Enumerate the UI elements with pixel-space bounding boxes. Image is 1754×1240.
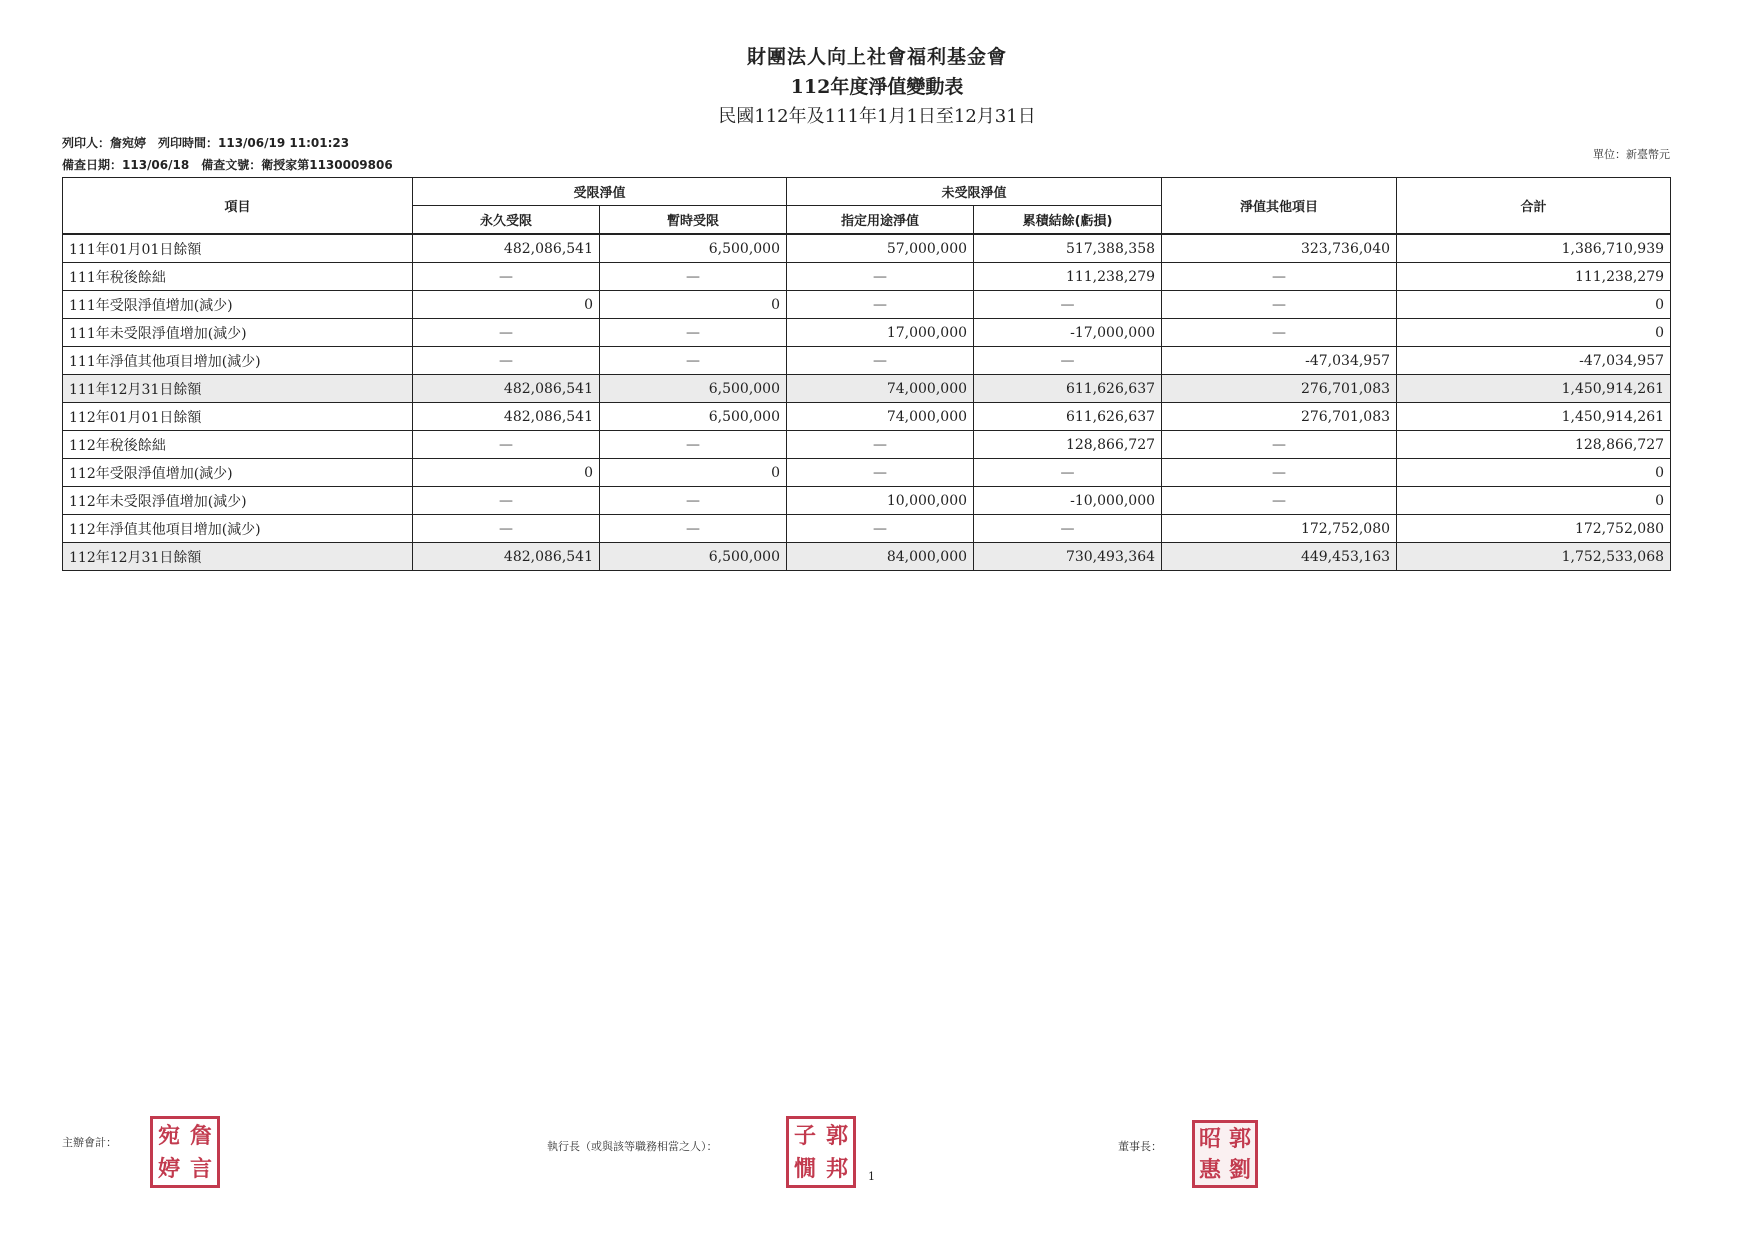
cell-total: 111,238,279 xyxy=(1397,263,1671,291)
cell-other: — xyxy=(1162,319,1397,347)
cell-designated: 17,000,000 xyxy=(787,319,974,347)
cell-designated: — xyxy=(787,431,974,459)
table-row xyxy=(63,543,1671,571)
table-row xyxy=(63,375,1671,403)
cell-temporary: — xyxy=(600,431,787,459)
table-row xyxy=(63,403,1671,431)
cell-other: -47,034,957 xyxy=(1162,347,1397,375)
header-permanent: 永久受限 xyxy=(413,206,600,235)
cell-other: 449,453,163 xyxy=(1162,543,1397,571)
cell-temporary: 0 xyxy=(600,459,787,487)
printer-info: 列印人：詹宛婷 列印時間：113/06/19 11:01:23 xyxy=(62,136,350,150)
cell-total: 1,450,914,261 xyxy=(1397,403,1671,431)
row-label: 112年12月31日餘額 xyxy=(63,543,413,571)
cell-retained: 128,866,727 xyxy=(974,431,1162,459)
table-row xyxy=(63,431,1671,459)
header-total: 合計 xyxy=(1397,178,1671,235)
row-label: 111年01月01日餘額 xyxy=(63,234,413,263)
org-name: 財團法人向上社會福利基金會 xyxy=(746,46,1007,68)
table-row xyxy=(63,459,1671,487)
cell-temporary: 6,500,000 xyxy=(600,543,787,571)
cell-temporary: 6,500,000 xyxy=(600,403,787,431)
filing-info: 備查日期：113/06/18 備查文號：衛授家第1130009806 xyxy=(62,158,393,172)
header-designated: 指定用途淨值 xyxy=(787,206,974,235)
cell-other: — xyxy=(1162,487,1397,515)
cell-total: 0 xyxy=(1397,459,1671,487)
row-label: 111年未受限淨值增加(減少) xyxy=(63,319,413,347)
seal-char: 憪 xyxy=(793,1155,816,1182)
page-number: 1 xyxy=(868,1170,875,1183)
seal-char: 言 xyxy=(189,1155,212,1182)
seal-char: 昭 xyxy=(1198,1125,1221,1152)
seal-char: 郭 xyxy=(1228,1125,1251,1152)
row-label: 112年稅後餘絀 xyxy=(63,431,413,459)
cell-total: 0 xyxy=(1397,319,1671,347)
cell-other: — xyxy=(1162,263,1397,291)
cell-permanent: 482,086,541 xyxy=(413,403,600,431)
cell-retained: -10,000,000 xyxy=(974,487,1162,515)
cell-temporary: — xyxy=(600,347,787,375)
cell-permanent: — xyxy=(413,431,600,459)
header-retained: 累積結餘(虧損) xyxy=(974,206,1162,235)
cell-temporary: 6,500,000 xyxy=(600,234,787,263)
row-label: 111年12月31日餘額 xyxy=(63,375,413,403)
seal-char: 劉 xyxy=(1228,1156,1251,1183)
cell-total: 0 xyxy=(1397,291,1671,319)
cell-designated: — xyxy=(787,459,974,487)
cell-total: 128,866,727 xyxy=(1397,431,1671,459)
table-row xyxy=(63,347,1671,375)
header-item: 項目 xyxy=(63,178,413,235)
cell-permanent: 0 xyxy=(413,291,600,319)
cell-permanent: 482,086,541 xyxy=(413,375,600,403)
row-label: 112年01月01日餘額 xyxy=(63,403,413,431)
cell-permanent: 0 xyxy=(413,459,600,487)
seal-char: 郭 xyxy=(825,1122,848,1149)
header-restricted: 受限淨值 xyxy=(413,178,787,206)
cell-designated: — xyxy=(787,263,974,291)
cell-permanent: — xyxy=(413,263,600,291)
cell-retained: 611,626,637 xyxy=(974,403,1162,431)
cell-retained: 111,238,279 xyxy=(974,263,1162,291)
cell-other: 172,752,080 xyxy=(1162,515,1397,543)
cell-other: — xyxy=(1162,459,1397,487)
cell-temporary: — xyxy=(600,487,787,515)
cell-retained: 730,493,364 xyxy=(974,543,1162,571)
seal-char: 婷 xyxy=(157,1155,180,1182)
cell-retained: — xyxy=(974,459,1162,487)
currency-unit: 單位：新臺幣元 xyxy=(1593,148,1670,161)
cell-temporary: 6,500,000 xyxy=(600,375,787,403)
cell-designated: 10,000,000 xyxy=(787,487,974,515)
cell-other: — xyxy=(1162,291,1397,319)
cell-total: 1,752,533,068 xyxy=(1397,543,1671,571)
cell-temporary: 0 xyxy=(600,291,787,319)
accountant-label: 主辦會計： xyxy=(62,1136,117,1149)
cell-designated: 84,000,000 xyxy=(787,543,974,571)
ceo-label: 執行長（或與該等職務相當之人）： xyxy=(547,1140,718,1153)
seal-char: 惠 xyxy=(1198,1156,1221,1183)
cell-retained: 517,388,358 xyxy=(974,234,1162,263)
report-period: 民國112年及111年1月1日至12月31日 xyxy=(718,106,1036,127)
table-row xyxy=(63,487,1671,515)
cell-retained: — xyxy=(974,291,1162,319)
report-title: 112年度淨值變動表 xyxy=(790,76,964,98)
cell-total: 172,752,080 xyxy=(1397,515,1671,543)
cell-other: 323,736,040 xyxy=(1162,234,1397,263)
accountant-seal xyxy=(150,1116,220,1188)
cell-designated: 57,000,000 xyxy=(787,234,974,263)
cell-total: -47,034,957 xyxy=(1397,347,1671,375)
cell-total: 0 xyxy=(1397,487,1671,515)
cell-retained: — xyxy=(974,347,1162,375)
cell-temporary: — xyxy=(600,319,787,347)
table-row xyxy=(63,234,1671,263)
row-label: 111年淨值其他項目增加(減少) xyxy=(63,347,413,375)
chair-seal xyxy=(1192,1120,1258,1188)
cell-permanent: — xyxy=(413,319,600,347)
cell-other: 276,701,083 xyxy=(1162,403,1397,431)
header-other: 淨值其他項目 xyxy=(1162,178,1397,235)
row-label: 112年淨值其他項目增加(減少) xyxy=(63,515,413,543)
cell-temporary: — xyxy=(600,515,787,543)
seal-char: 詹 xyxy=(189,1122,212,1149)
cell-designated: — xyxy=(787,515,974,543)
cell-temporary: — xyxy=(600,263,787,291)
cell-permanent: — xyxy=(413,347,600,375)
cell-other: 276,701,083 xyxy=(1162,375,1397,403)
table-row xyxy=(63,291,1671,319)
cell-retained: -17,000,000 xyxy=(974,319,1162,347)
cell-other: — xyxy=(1162,431,1397,459)
header-temporary: 暫時受限 xyxy=(600,206,787,235)
cell-retained: 611,626,637 xyxy=(974,375,1162,403)
table-row xyxy=(63,515,1671,543)
cell-retained: — xyxy=(974,515,1162,543)
row-label: 112年未受限淨值增加(減少) xyxy=(63,487,413,515)
cell-designated: — xyxy=(787,347,974,375)
chair-label: 董事長： xyxy=(1118,1140,1162,1153)
row-label: 111年稅後餘絀 xyxy=(63,263,413,291)
cell-designated: 74,000,000 xyxy=(787,375,974,403)
cell-total: 1,386,710,939 xyxy=(1397,234,1671,263)
cell-permanent: 482,086,541 xyxy=(413,234,600,263)
net-value-change-table xyxy=(62,177,1671,571)
table-row xyxy=(63,263,1671,291)
table-row xyxy=(63,319,1671,347)
ceo-seal xyxy=(786,1116,856,1188)
header-unrestricted: 未受限淨值 xyxy=(787,178,1162,206)
cell-total: 1,450,914,261 xyxy=(1397,375,1671,403)
cell-permanent: — xyxy=(413,487,600,515)
seal-char: 子 xyxy=(793,1122,816,1149)
seal-char: 邦 xyxy=(825,1155,848,1182)
cell-permanent: 482,086,541 xyxy=(413,543,600,571)
row-label: 112年受限淨值增加(減少) xyxy=(63,459,413,487)
cell-designated: — xyxy=(787,291,974,319)
seal-char: 宛 xyxy=(157,1122,180,1149)
row-label: 111年受限淨值增加(減少) xyxy=(63,291,413,319)
cell-designated: 74,000,000 xyxy=(787,403,974,431)
cell-permanent: — xyxy=(413,515,600,543)
